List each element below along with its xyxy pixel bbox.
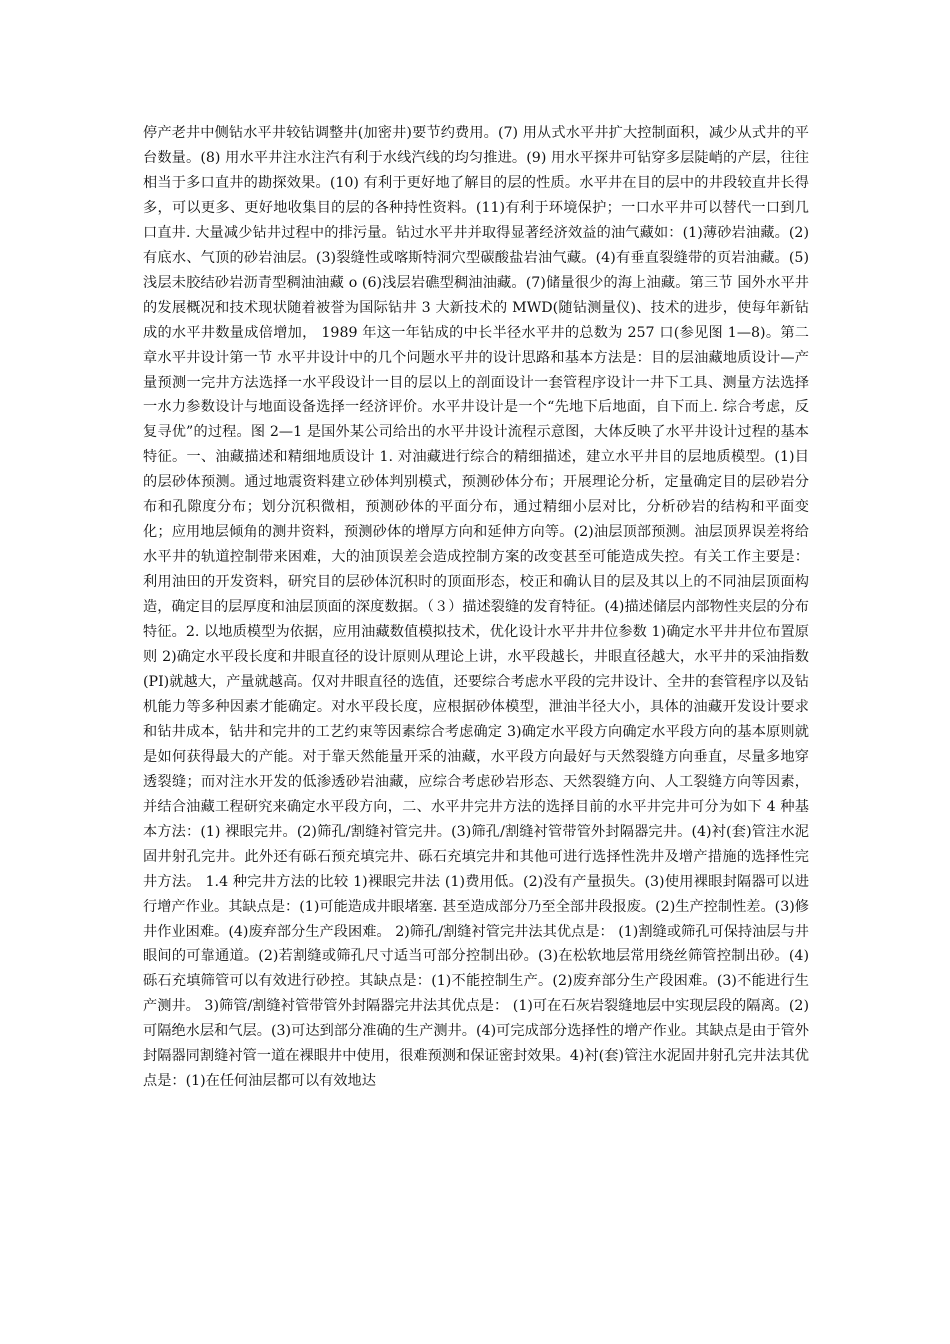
- body-text: 停产老井中侧钻水平井较钻调整井(加密井)要节约费用。(7) 用从式水平井扩大控制面积，减少从式井的平台数量。(8) 用水平井注水注汽有利于水线汽线的均匀推进。(9) 用水平探井可钻穿多层陡峭的产层，往往相当于多口直井的勘探效果。(10) 有利于更好地了解目的层的性质。水平井在目的层中的井段较直井长得多，可以更多、更好地收集目的层的各种持性资料。(11)有利于环境保护；一口水平井可以替代一口到几口直井. 大量减少钻井过程中的排污量。钻过水平井并取得显著经济效益的油气藏如：(1)薄砂岩油藏。(2)有底水、气顶的砂岩油层。(3)裂缝性或喀斯特洞穴型碳酸盐岩油气藏。(4)有垂直裂缝带的页岩油藏。(5)浅层未胶结砂岩沥青型稠油油藏 o (6)浅层岩礁型稠油油藏。(7)储量很少的海上油藏。第三节 国外水平井的发展概况和技术现状随着被誉为国际钻井 3 大新技术的 MWD(随钻测量仪)、技术的进步，使每年新钻成的水平井数量成倍增加， 1989 年这一年钻成的中长半径水平井的总数为 257 口(参见图 1—8)。第二章水平井设计第一节 水平井设计中的几个问题水平井的设计思路和基本方法是：目的层油藏地质设计—产量预测一完井方法选择一水平段设计一目的层以上的剖面设计一套管程序设计一井下工具、测量方法选择一水力参数设计与地面设备选择一经济评价。水平井设计是一个“先地下后地面，自下而上. 综合考虑，反复寻优”的过程。图 2—1 是国外某公司给出的水平井设计流程示意图，大体反映了水平井设计过程的基本特征。一、油藏描述和精细地质设计 1. 对油藏进行综合的精细描述，建立水平井目的层地质模型。(1)目的层砂体预测。通过地震资料建立砂体判别模式，预测砂体分布；开展理论分析，定量确定目的层砂岩分布和孔隙度分布；划分沉积微相，预测砂体的平面分布，通过精细小层对比，分析砂岩的结构和平面变化；应用地层倾角的测井资料，预测砂体的增厚方向和延伸方向等。(2)油层顶部预测。油层顶界误差将给水平井的轨道控制带来困难，大的油顶误差会造成控制方案的改变甚至可能造成失控。有关工作主要是：利用油田的开发资料，研究目的层砂体沉积时的顶面形态，校正和确认目的层及其以上的不同油层顶面构造，确定目的层厚度和油层顶面的深度数据。（３）描述裂缝的发育特征。(4)描述储层内部物性夹层的分布特征。2. 以地质模型为依据，应用油藏数值模拟技术，优化设计水平井井位参数 1)确定水平井井位布置原则 2)确定水平段长度和井眼直径的设计原则从理论上讲，水平段越长，井眼直径越大，水平井的采油指数(PI)就越大，产量就越高。仅对井眼直径的选值，还要综合考虑水平段的完井设计、全井的套管程序以及钻机能力等多种因素才能确定。对水平段长度，应根据砂体模型，泄油半径大小，具体的油藏开发设计要求和钻井成本，钻井和完井的工艺约束等因素综合考虑确定 3)确定水平段方向确定水平段方向的基本原则就是如何获得最大的产能。对于靠天然能量开采的油藏，水平段方向最好与天然裂缝方向垂直，尽量多地穿透裂缝；而对注水开发的低渗透砂岩油藏，应综合考虑砂岩形态、天然裂缝方向、人工裂缝方向等因素，并结合油藏工程研究来确定水平段方向，二、水平井完井方法的选择目前的水平井完井可分为如下 4 种基本方法：(1) 裸眼完井。(2)筛孔/割缝衬管完井。(3)筛孔/割缝衬管带管外封隔器完井。(4)衬(套)管注水泥固井射孔完井。此外还有砾石预充填完井、砾石充填完井和其他可进行选择性洗井及增产措施的选择性完井方法。 1.4 种完井方法的比较 1)裸眼完井法 (1)费用低。(2)没有产量损失。(3)使用裸眼封隔器可以进行增产作业。其缺点是：(1)可能造成井眼堵塞. 甚至造成部分乃至全部井段报废。(2)生产控制性差。(3)修井作业困难。(4)废弃部分生产段困难。 2)筛孔/割缝衬管完井法其优点是： (1)割缝或筛孔可保持油层与井眼间的可靠通道。(2)若割缝或筛孔尺寸适当可部分控制出砂。(3)在松软地层常用绕丝筛管控制出砂。(4)砾石充填筛管可以有效进行砂控。其缺点是：(1)不能控制生产。(2)废弃部分生产段困难。(3)不能进行生产测井。 3)筛管/割缝衬管带管外封隔器完井法其优点是： (1)可在石灰岩裂缝地层中实现层段的隔离。(2)可隔绝水层和气层。(3)可达到部分准确的生产测井。(4)可完成部分选择性的增产作业。其缺点是由于管外封隔器同割缝衬管一道在裸眼井中使用，很难预测和保证密封效果。4)衬(套)管注水泥固井射孔完井法其优点是：(1)在任何油层都可以有效地达: [143, 125, 809, 1090]
